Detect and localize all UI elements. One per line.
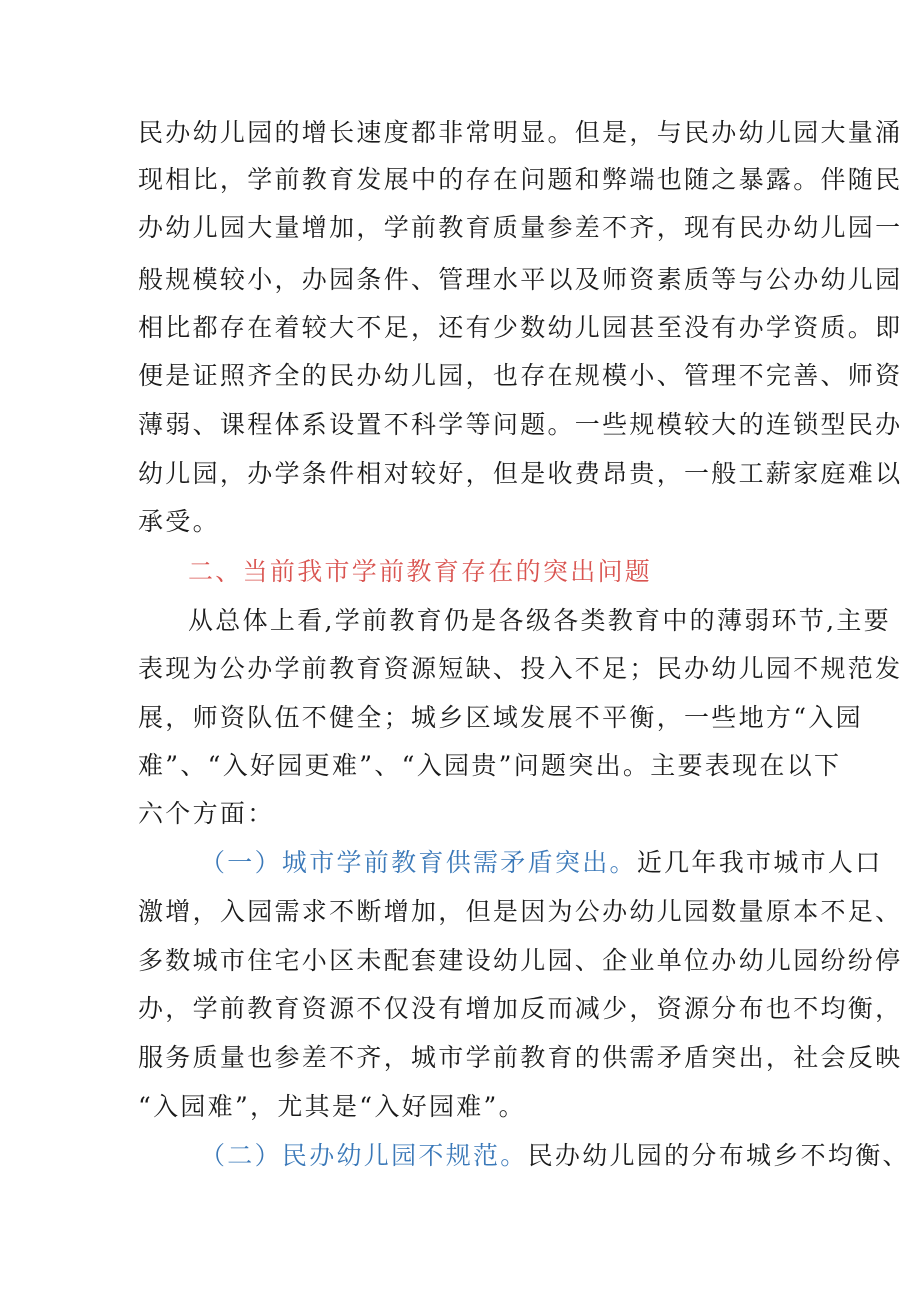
body-text-line: 般规模较小，办园条件、管理水平以及师资素质等与公办幼儿园 (138, 265, 903, 294)
body-text-line: 薄弱、课程体系设置不科学等问题。一些规模较大的连锁型民办 (138, 410, 903, 439)
body-text-line: 承受。 (138, 507, 220, 536)
subsection-line (200, 848, 883, 878)
body-text-line: 相比都存在着较大不足，还有少数幼儿园甚至没有办学资质。即 (138, 313, 903, 342)
body-text-run: 近几年我市城市人口 (636, 848, 883, 877)
body-text-line: 办，学前教育资源不仅没有增加反而减少，资源分布也不均衡， (138, 994, 903, 1023)
body-text-line: 从总体上看,学前教育仍是各级各类教育中的薄弱环节,主要 (188, 606, 891, 635)
section-heading: 二、当前我市学前教育存在的突出问题 (188, 557, 653, 586)
body-text-line: 现相比，学前教育发展中的存在问题和弊端也随之暴露。伴随民 (138, 165, 903, 194)
body-text-line: 服务质量也参差不齐，城市学前教育的供需矛盾突出，社会反映 (138, 1043, 903, 1072)
body-text-line: “入园难”，尤其是“入好园难”。 (138, 1092, 526, 1121)
body-text-line: 便是证照齐全的民办幼儿园，也存在规模小、管理不完善、师资 (138, 361, 903, 390)
body-text-run: 民办幼儿园的分布城乡不均衡、 (527, 1141, 910, 1170)
body-text-line: 多数城市住宅小区未配套建设幼儿园、企业单位办幼儿园纷纷停 (138, 946, 903, 975)
body-text-line: 幼儿园，办学条件相对较好，但是收费昂贵，一般工薪家庭难以 (138, 459, 903, 488)
body-text-line: 民办幼儿园的增长速度都非常明显。但是，与民办幼儿园大量涌 (138, 118, 903, 147)
body-text-line: 难”、“入好园更难”、“入园贵”问题突出。主要表现在以下 (138, 751, 842, 780)
subsection-heading-1: （一）城市学前教育供需矛盾突出。 (200, 848, 637, 877)
subsection-heading-2: （二）民办幼儿园不规范。 (200, 1141, 528, 1170)
body-text-line: 办幼儿园大量增加，学前教育质量参差不齐，现有民办幼儿园一 (138, 213, 903, 242)
body-text-line: 六个方面： (138, 799, 275, 828)
body-text-line: 展，师资队伍不健全；城乡区域发展不平衡，一些地方“入园 (138, 703, 863, 732)
subsection-line (200, 1141, 910, 1171)
body-text-line: 激增，入园需求不断增加，但是因为公办幼儿园数量原本不足、 (138, 897, 903, 926)
body-text-line: 表现为公办学前教育资源短缺、投入不足；民办幼儿园不规范发 (138, 654, 903, 683)
